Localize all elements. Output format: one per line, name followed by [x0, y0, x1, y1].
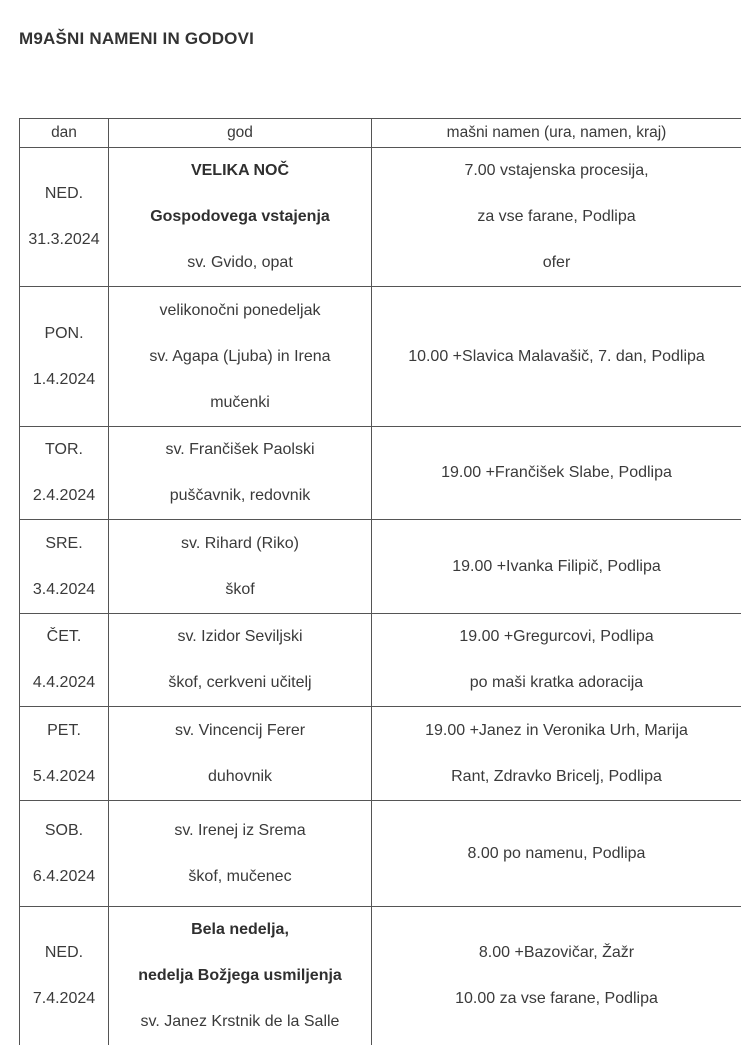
- feast-line: Bela nedelja,: [115, 907, 365, 953]
- intentions-cell: [372, 707, 741, 801]
- schedule-table: [19, 118, 741, 1045]
- table-row: [20, 287, 741, 427]
- day-name: PET.: [26, 708, 102, 754]
- day-date: 3.4.2024: [26, 567, 102, 613]
- intention-line: 19.00 +Ivanka Filipič, Podlipa: [378, 544, 735, 590]
- feast-line: škof, cerkveni učitelj: [115, 660, 365, 706]
- day-cell: [20, 427, 109, 520]
- intention-line: 8.00 po namenu, Podlipa: [378, 831, 735, 877]
- day-date: 7.4.2024: [26, 976, 102, 1022]
- feast-line: škof: [115, 567, 365, 613]
- page-title: M9AŠNI NAMENI IN GODOVI: [19, 29, 254, 49]
- feast-cell: [109, 287, 372, 427]
- day-cell: [20, 707, 109, 801]
- intention-line: za vse farane, Podlipa: [378, 194, 735, 240]
- intentions-cell: [372, 148, 741, 287]
- feast-line: sv. Agapa (Ljuba) in Irena: [115, 334, 365, 380]
- feast-line: sv. Rihard (Riko): [115, 521, 365, 567]
- feast-line: Gospodovega vstajenja: [115, 194, 365, 240]
- feast-cell: [109, 707, 372, 801]
- day-name: TOR.: [26, 427, 102, 473]
- day-name: NED.: [26, 171, 102, 217]
- feast-line: nedelja Božjega usmiljenja: [115, 953, 365, 999]
- table-row: [20, 148, 741, 287]
- feast-line: sv. Frančišek Paolski: [115, 427, 365, 473]
- feast-line: sv. Irenej iz Srema: [115, 808, 365, 854]
- day-name: NED.: [26, 930, 102, 976]
- feast-line: duhovnik: [115, 754, 365, 800]
- table-row: [20, 801, 741, 907]
- feast-line: škof, mučenec: [115, 854, 365, 900]
- intention-line: 19.00 +Janez in Veronika Urh, Marija: [378, 708, 735, 754]
- intentions-cell: [372, 801, 741, 907]
- column-header-intentions: mašni namen (ura, namen, kraj): [372, 119, 741, 148]
- intention-line: 8.00 +Bazovičar, Žažr: [378, 930, 735, 976]
- intention-line: Rant, Zdravko Bricelj, Podlipa: [378, 754, 735, 800]
- feast-line: puščavnik, redovnik: [115, 473, 365, 519]
- day-cell: [20, 287, 109, 427]
- intentions-cell: [372, 520, 741, 614]
- day-date: 2.4.2024: [26, 473, 102, 519]
- intention-line: ofer: [378, 240, 735, 286]
- day-cell: [20, 520, 109, 614]
- feast-cell: [109, 148, 372, 287]
- intention-line: po maši kratka adoracija: [378, 660, 735, 706]
- day-name: ČET.: [26, 614, 102, 660]
- day-date: 4.4.2024: [26, 660, 102, 706]
- column-header-feast: god: [109, 119, 372, 148]
- intentions-cell: [372, 907, 741, 1045]
- feast-cell: [109, 907, 372, 1045]
- day-date: 31.3.2024: [26, 217, 102, 263]
- intention-line: 19.00 +Gregurcovi, Podlipa: [378, 614, 735, 660]
- feast-cell: [109, 614, 372, 707]
- table-row: [20, 614, 741, 707]
- intention-line: 7.00 vstajenska procesija,: [378, 148, 735, 194]
- intentions-cell: [372, 287, 741, 427]
- intention-line: 10.00 +Slavica Malavašič, 7. dan, Podlipa: [378, 334, 735, 380]
- feast-cell: [109, 427, 372, 520]
- feast-line: sv. Izidor Seviljski: [115, 614, 365, 660]
- feast-line: sv. Gvido, opat: [115, 240, 365, 286]
- day-name: PON.: [26, 311, 102, 357]
- table-row: [20, 520, 741, 614]
- feast-line: sv. Janez Krstnik de la Salle: [115, 999, 365, 1045]
- intention-line: 19.00 +Frančišek Slabe, Podlipa: [378, 450, 735, 496]
- day-cell: [20, 801, 109, 907]
- intentions-cell: [372, 427, 741, 520]
- day-name: SRE.: [26, 521, 102, 567]
- day-date: 5.4.2024: [26, 754, 102, 800]
- table-row: [20, 907, 741, 1045]
- feast-line: VELIKA NOČ: [115, 148, 365, 194]
- feast-cell: [109, 801, 372, 907]
- table-row: [20, 427, 741, 520]
- intentions-cell: [372, 614, 741, 707]
- day-cell: [20, 614, 109, 707]
- table-row: [20, 707, 741, 801]
- feast-line: velikonočni ponedeljak: [115, 288, 365, 334]
- day-name: SOB.: [26, 808, 102, 854]
- feast-line: mučenki: [115, 380, 365, 426]
- intention-line: 10.00 za vse farane, Podlipa: [378, 976, 735, 1022]
- day-cell: [20, 148, 109, 287]
- day-date: 6.4.2024: [26, 854, 102, 900]
- day-cell: [20, 907, 109, 1045]
- day-date: 1.4.2024: [26, 357, 102, 403]
- feast-cell: [109, 520, 372, 614]
- feast-line: sv. Vincencij Ferer: [115, 708, 365, 754]
- header-row: [20, 119, 741, 148]
- column-header-day: dan: [20, 119, 109, 148]
